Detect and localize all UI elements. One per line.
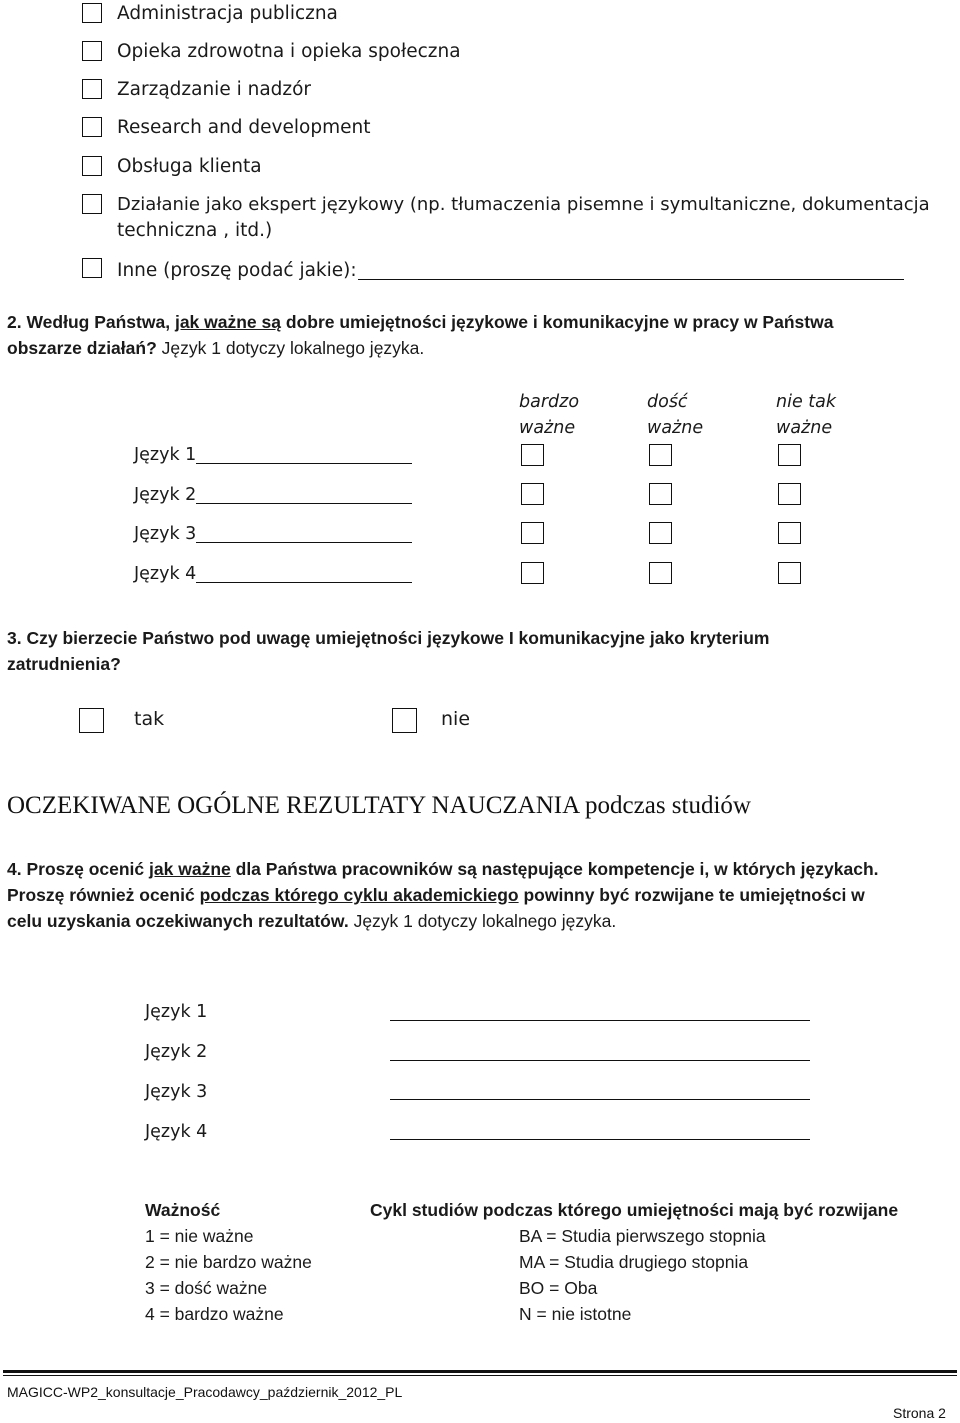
language-input-line[interactable] <box>196 503 412 504</box>
checkbox-option-other[interactable] <box>82 258 102 278</box>
checkbox-lang3-dosc[interactable] <box>649 522 672 544</box>
footer-rule <box>3 1370 957 1373</box>
importance-title: Ważność <box>145 1200 221 1220</box>
importance-item: 2 = nie bardzo ważne <box>145 1252 312 1272</box>
q2-note: Język 1 dotyczy lokalnego języka. <box>161 338 425 358</box>
cycle-item: BA = Studia pierwszego stopnia <box>519 1226 766 1246</box>
language-label: Język 2 <box>134 485 197 505</box>
importance-item: 3 = dość ważne <box>145 1278 268 1298</box>
footer-rule-thin <box>3 1375 957 1376</box>
option-label: Research and development <box>117 117 371 138</box>
checkbox-option-4[interactable] <box>82 117 102 137</box>
checkbox-lang2-bardzo[interactable] <box>521 483 544 505</box>
option-label: Zarządzanie i nadzór <box>117 79 312 100</box>
q2-underlined: jak ważne są <box>174 312 281 332</box>
option-label: Inne (proszę podać jakie): <box>117 260 357 281</box>
footer-document-name: MAGICC-WP2_konsultacje_Pracodawcy_październik_2012_PL <box>7 1384 403 1400</box>
language-label: Język 3 <box>134 524 197 544</box>
checkbox-lang4-nie-tak[interactable] <box>778 562 801 584</box>
column-header: nie tak ważne <box>776 392 837 438</box>
checkbox-option-2[interactable] <box>82 41 102 61</box>
checkbox-lang3-bardzo[interactable] <box>521 522 544 544</box>
importance-item: 1 = nie ważne <box>145 1226 254 1246</box>
language-label: Język 4 <box>145 1122 208 1142</box>
checkbox-no[interactable] <box>392 708 417 733</box>
language-label: Język 1 <box>145 1002 208 1022</box>
language-answer-line[interactable] <box>390 1060 810 1061</box>
checkbox-option-3[interactable] <box>82 79 102 99</box>
checkbox-lang3-nie-tak[interactable] <box>778 522 801 544</box>
checkbox-lang1-dosc[interactable] <box>649 444 672 466</box>
language-label: Język 2 <box>145 1042 208 1062</box>
checkbox-lang1-bardzo[interactable] <box>521 444 544 466</box>
other-answer-line[interactable] <box>358 279 904 280</box>
cycle-title: Cykl studiów podczas którego umiejętności mają być rozwijane <box>370 1200 899 1220</box>
language-answer-line[interactable] <box>390 1139 810 1140</box>
column-header: dość ważne <box>647 392 704 438</box>
q4-note: Język 1 dotyczy lokalnego języka. <box>353 911 617 931</box>
checkbox-lang1-nie-tak[interactable] <box>778 444 801 466</box>
checkbox-lang4-dosc[interactable] <box>649 562 672 584</box>
q2-text-end: dobre umiejętności językowe i komunikacyjne w pracy w Państwa <box>285 312 834 332</box>
language-label: Język 4 <box>134 564 197 584</box>
importance-item: 4 = bardzo ważne <box>145 1304 284 1324</box>
cycle-legend <box>519 1223 766 1327</box>
option-label: Obsługa klienta <box>117 156 262 177</box>
footer-page-number: Strona 2 <box>893 1405 946 1421</box>
cycle-legend-title-wrap <box>370 1197 898 1223</box>
q2-number: 2. <box>7 312 22 332</box>
checkbox-option-5[interactable] <box>82 156 102 176</box>
q3-text: 3. Czy bierzecie Państwo pod uwagę umiejętności językowe I komunikacyjne jako kryterium <box>7 628 770 648</box>
checkbox-option-6[interactable] <box>82 194 102 214</box>
option-label-continued: techniczna , itd.) <box>117 220 273 241</box>
cycle-item: N = nie istotne <box>519 1304 632 1324</box>
checkbox-yes[interactable] <box>79 708 104 733</box>
q2-text-line2: obszarze działań? <box>7 338 157 358</box>
section-title: OCZEKIWANE OGÓLNE REZULTATY NAUCZANIA podczas studiów <box>7 792 751 819</box>
language-answer-line[interactable] <box>390 1020 810 1021</box>
question-4: 4. Proszę ocenić jak ważne dla Państwa pracowników są następujące kompetencje i, w których językach. Proszę również ocenić podczas którego cyklu akademickiego powinny być rozwijane te umiejętności w celu uzyskania oczekiwanych rezultatów. Język 1 dotyczy lokalnego języka. <box>7 859 879 931</box>
language-label: Język 3 <box>145 1082 208 1102</box>
option-label: Administracja publiczna <box>117 3 338 24</box>
importance-legend <box>145 1197 312 1327</box>
language-input-line[interactable] <box>196 463 412 464</box>
no-label: nie <box>441 708 471 730</box>
q2-text-start: Według Państwa, <box>26 312 171 332</box>
option-label: Działanie jako ekspert językowy (np. tłumaczenia pisemne i symultaniczne, dokumentacja <box>117 194 930 215</box>
checkbox-option-1[interactable] <box>82 3 102 23</box>
cycle-item: MA = Studia drugiego stopnia <box>519 1252 749 1272</box>
q3-text-line2: zatrudnienia? <box>7 654 121 674</box>
checkbox-lang2-nie-tak[interactable] <box>778 483 801 505</box>
yes-label: tak <box>134 708 165 730</box>
question-3 <box>7 625 953 677</box>
cycle-item: BO = Oba <box>519 1278 598 1298</box>
checkbox-lang2-dosc[interactable] <box>649 483 672 505</box>
question-2 <box>7 309 953 361</box>
option-label: Opieka zdrowotna i opieka społeczna <box>117 41 461 62</box>
column-header: bardzo ważne <box>519 392 580 438</box>
language-input-line[interactable] <box>196 542 412 543</box>
checkbox-lang4-bardzo[interactable] <box>521 562 544 584</box>
language-answer-line[interactable] <box>390 1099 810 1100</box>
language-label: Język 1 <box>134 445 197 465</box>
language-input-line[interactable] <box>196 582 412 583</box>
